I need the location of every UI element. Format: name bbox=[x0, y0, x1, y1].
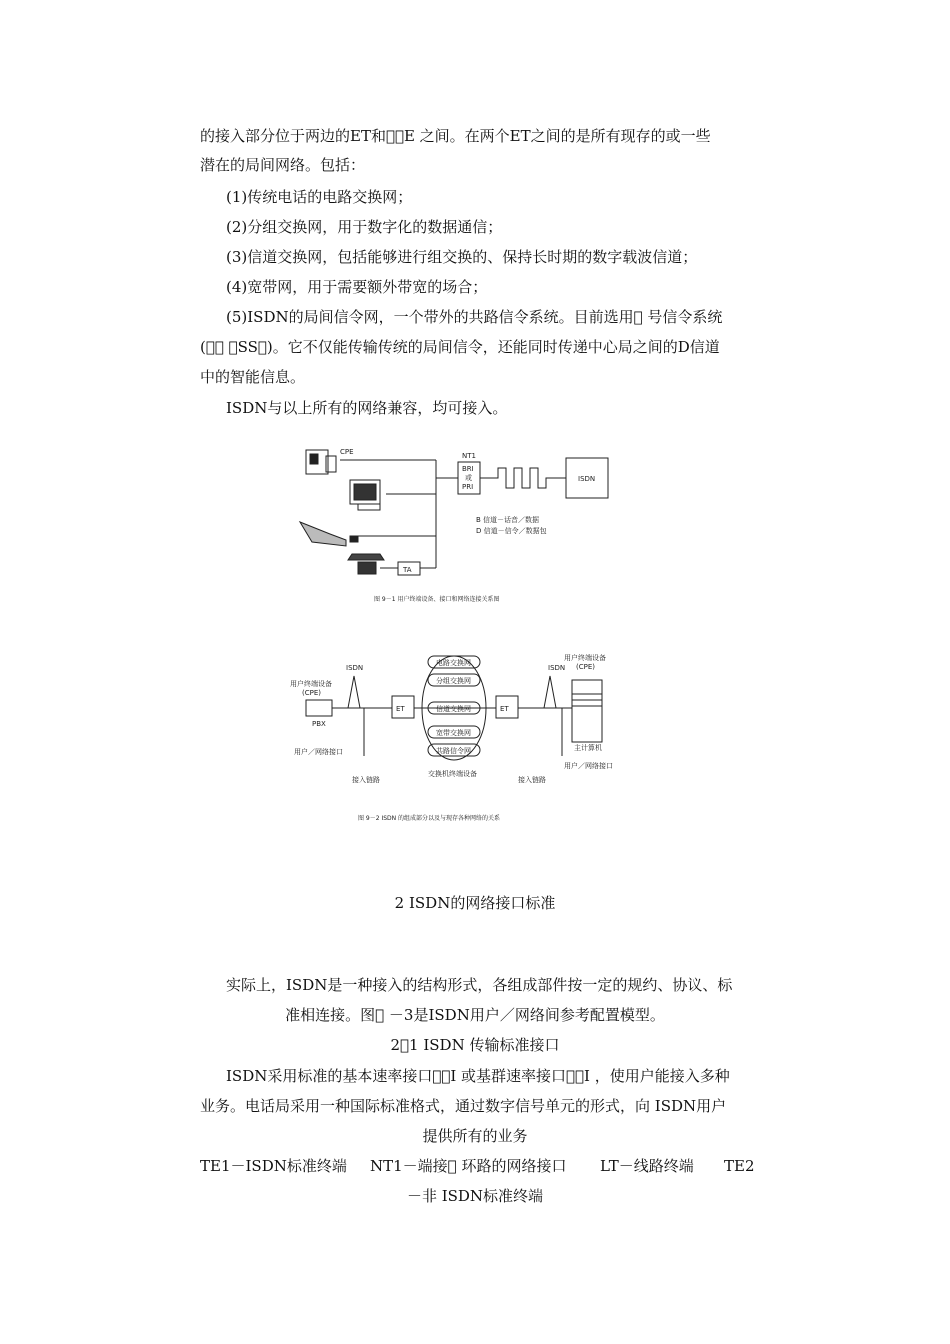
nt1-label: NT1 bbox=[462, 452, 476, 460]
access-link-right: 接入链路 bbox=[518, 776, 546, 784]
para-1b: 准相连接。图  －3是ISDN用户／网络间参考配置模型。 bbox=[285, 1006, 665, 1024]
uni-left-label: 用户／网络接口 bbox=[294, 748, 343, 756]
left-cpe-sub: (CPE) bbox=[302, 689, 321, 697]
isdn-label: ISDN bbox=[578, 475, 596, 483]
def-te1: TE1－ISDN标准终端 bbox=[200, 1157, 347, 1175]
et-right-label: ET bbox=[500, 705, 509, 713]
right-cpe-sub: (CPE) bbox=[576, 663, 595, 671]
figure-caption: 图 9－1 用户终端设备、接口和网络连接关系图 bbox=[374, 596, 500, 603]
pbx-box bbox=[306, 700, 332, 716]
isdn-left-marker bbox=[348, 676, 360, 708]
access-link-left: 接入链路 bbox=[352, 776, 380, 784]
isdn-left-label: ISDN bbox=[346, 664, 364, 672]
def-te2-desc: －非 ISDN标准终端 bbox=[406, 1187, 544, 1205]
host-label: 主计算机 bbox=[574, 744, 602, 752]
telephone-icon bbox=[348, 554, 384, 560]
left-cpe-label: 用户终端设备 bbox=[290, 680, 332, 688]
list-item: (2)分组交换网，用于数字化的数据通信； bbox=[226, 218, 503, 236]
body-line-5: ISDN与以上所有的网络兼容，均可接入。 bbox=[226, 399, 508, 417]
isdn-right-marker bbox=[544, 676, 556, 708]
signal-wave bbox=[480, 468, 566, 488]
para-2a: ISDN采用标准的基本速率接口  I 或基群速率接口  I ，使用户能接入多种 bbox=[226, 1067, 730, 1085]
network-label: 分组交换网 bbox=[436, 677, 471, 685]
list-item: (5)ISDN的局间信令网，一个带外的共路信令系统。目前选用  号信令系统 bbox=[226, 308, 723, 326]
section-heading: 2 ISDN的网络接口标准 bbox=[394, 894, 556, 912]
figure-9-2 bbox=[282, 650, 662, 830]
or-label: 或 bbox=[465, 474, 472, 482]
list-item: (1)传统电话的电路交换网； bbox=[226, 188, 413, 206]
body-line-1: 的接入部分位于两边的ET和  E 之间。在两个ET之间的是所有现存的或一些 bbox=[200, 127, 711, 145]
network-label: 电路交换网 bbox=[436, 659, 471, 667]
list-item: (4)宽带网，用于需要额外带宽的场合； bbox=[226, 278, 488, 296]
body-line-3: (   －SS )。它不仅能传输传统的局间信令，还能同时传递中心局之间的D信道 bbox=[200, 338, 720, 356]
body-line-4: 中的智能信息。 bbox=[200, 368, 306, 386]
figure-9-1 bbox=[290, 436, 640, 612]
pbx-label: PBX bbox=[312, 720, 326, 728]
network-label: 宽带交换网 bbox=[436, 729, 471, 737]
network-label: 共路信令网 bbox=[436, 747, 471, 755]
b-channel-label: B 信道－话音／数据 bbox=[476, 516, 540, 524]
pri-label: PRI bbox=[462, 483, 474, 491]
bri-label: BRI bbox=[462, 465, 474, 473]
para-2b: 业务。电话局采用一种国际标准格式，通过数字信号单元的形式，向 ISDN用户 bbox=[200, 1097, 727, 1115]
switch-label: 交换机终端设备 bbox=[428, 770, 477, 778]
def-te2: TE2 bbox=[724, 1157, 755, 1175]
right-cpe-label: 用户终端设备 bbox=[564, 654, 606, 662]
def-lt: LT－线路终端 bbox=[600, 1157, 694, 1175]
fax-icon bbox=[300, 522, 346, 546]
para-2c: 提供所有的业务 bbox=[422, 1127, 528, 1145]
body-line-2: 潜在的局间网络。包括： bbox=[200, 156, 366, 174]
cpe-label: CPE bbox=[340, 448, 354, 456]
ta-label: TA bbox=[403, 566, 412, 574]
uni-right-label: 用户／网络接口 bbox=[564, 762, 613, 770]
host-computer-box bbox=[572, 680, 602, 742]
def-nt1: NT1－端接  环路的网络接口 bbox=[370, 1157, 567, 1175]
d-channel-label: D 信道－信令／数据包 bbox=[476, 527, 547, 535]
list-item: (3)信道交换网，包括能够进行组交换的、保持长时期的数字载波信道； bbox=[226, 248, 698, 266]
network-label: 信道交换网 bbox=[436, 705, 471, 713]
isdn-right-label: ISDN bbox=[548, 664, 566, 672]
sub-heading: 2 1 ISDN 传输标准接口 bbox=[390, 1036, 560, 1054]
et-left-label: ET bbox=[396, 705, 405, 713]
figure-caption: 图 9－2 ISDN 的组成部分以及与现存各种网络的关系 bbox=[358, 815, 501, 822]
para-1a: 实际上，ISDN是一种接入的结构形式，各组成部件按一定的规约、协议、标 bbox=[226, 976, 733, 994]
